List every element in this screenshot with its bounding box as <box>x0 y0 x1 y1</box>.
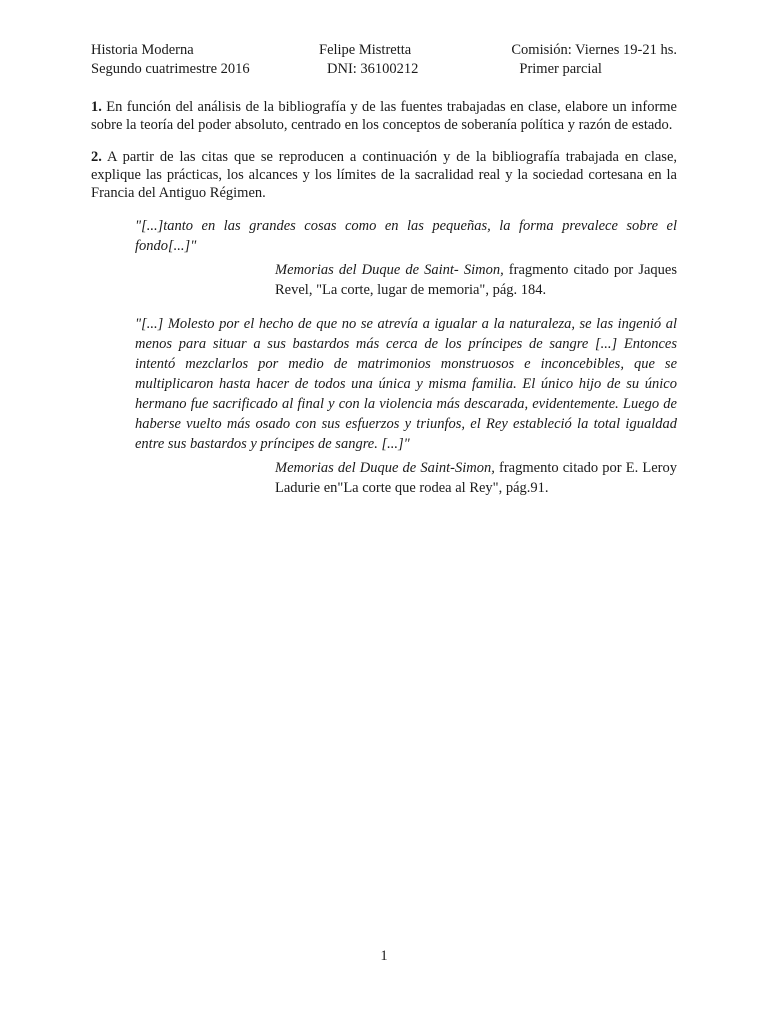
citation-reference: fragmento citado por E. Leroy Ladurie en"La corte que rodea al Rey", pág.91. <box>275 460 677 496</box>
citation-2 <box>275 458 677 498</box>
term: Segundo cuatrimestre 2016 <box>91 61 250 77</box>
citation-source: Memorias del Duque de Saint- Simon, <box>275 262 504 278</box>
citation-reference: fragmento citado por Jaques Revel, "La corte, lugar de memoria", pág. 184. <box>275 262 677 298</box>
citation-1 <box>275 260 677 300</box>
student-id: DNI: 36100212 <box>327 61 419 77</box>
question-text: A partir de las citas que se reproducen a continuación y de la bibliografía trabajada en clase, explique las prácticas, los alcances y los límites de la sacralidad real y la sociedad cortesana en la Francia del Antiguo Régimen. <box>91 149 677 201</box>
citation-source: Memorias del Duque de Saint-Simon, <box>275 460 495 476</box>
quote-1: "[...]tanto en las grandes cosas como en las pequeñas, la forma prevalece sobre el fondo[...]" <box>135 218 677 254</box>
document-body <box>91 98 677 513</box>
question-1 <box>91 98 677 134</box>
student-name: Felipe Mistretta <box>319 42 412 58</box>
document-header <box>91 41 677 81</box>
question-text: En función del análisis de la bibliografía y de las fuentes trabajadas en clase, elabore un informe sobre la teoría del poder absoluto, centrado en los conceptos de soberanía política y razón de estado. <box>91 99 677 133</box>
question-number: 1. <box>91 99 102 115</box>
quote-2: "[...] Molesto por el hecho de que no se atrevía a igualar a la naturaleza, se las ingenió al menos para situar a sus bastardos más cerca de los príncipes de sangre [...] Entonces intentó mezclarlos por medio de matrimonios monstruosos e inconcebibles, que se multiplicaron hasta hacer de todos una única y misma familia. El único hijo de su único hermano fue sacrificado al final y con la violencia más descarada, evidentemente. Luego de haberse vuelto más osado con sus esfuerzos y triunfos, el Rey estableció la total igualdad entre sus bastardos y príncipes de sangre. [...]" <box>135 316 677 452</box>
page-number: 1 <box>380 948 388 964</box>
course-name: Historia Moderna <box>91 42 194 58</box>
exam-title: Primer parcial <box>519 61 602 77</box>
header-exam-column <box>511 41 677 79</box>
question-number: 2. <box>91 149 102 165</box>
header-course-column <box>91 41 250 79</box>
header-student-column <box>319 41 418 79</box>
question-2 <box>91 148 677 202</box>
commission: Comisión: Viernes 19-21 hs. <box>511 42 677 58</box>
